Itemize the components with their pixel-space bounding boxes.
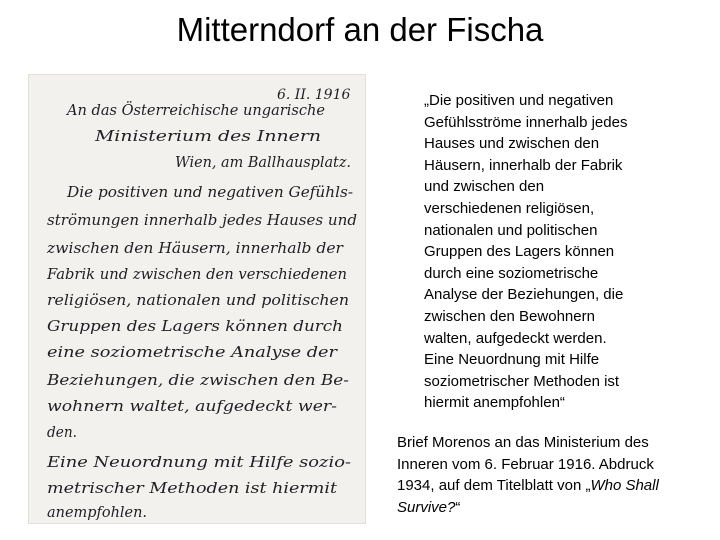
- quote-line: Häusern, innerhalb der Fabrik: [424, 156, 623, 174]
- quote-line: Gefühlsströme innerhalb jedes: [424, 113, 628, 131]
- quote-text: [424, 90, 704, 414]
- handwritten-line: wohnern waltet, aufgedeckt wer-: [47, 397, 337, 415]
- quote-line: Gruppen des Lagers können: [424, 243, 615, 261]
- quote-line: „Die positiven und negativen: [424, 92, 614, 109]
- quote-line: hiermit anempfohlen“: [424, 394, 565, 412]
- caption-line: [397, 475, 707, 497]
- quote-line: walten, aufgedeckt werden.: [424, 329, 607, 347]
- caption-line: Brief Morenos an das Ministerium des: [397, 434, 649, 451]
- handwritten-line: zwischen den Häusern, innerhalb der: [45, 239, 344, 257]
- caption-text: “: [455, 498, 461, 516]
- handwritten-letter-image: [28, 74, 366, 524]
- quote-line: soziometrischer Methoden ist: [424, 372, 620, 390]
- handwritten-line: Die positiven und negativen Gefühls-: [65, 183, 353, 201]
- handwritten-line: Ministerium des Innern: [93, 127, 321, 145]
- handwritten-line: An das Österreichische ungarische: [65, 101, 326, 119]
- quote-line: Eine Neuordnung mit Hilfe: [424, 351, 600, 369]
- caption-line: Inneren vom 6. Februar 1916. Abdruck: [397, 455, 654, 473]
- handwritten-line: den.: [47, 423, 77, 441]
- quote-line: verschiedenen religiösen,: [424, 199, 595, 217]
- quote-line: und zwischen den: [424, 178, 545, 196]
- book-title-part: Who Shall: [590, 477, 659, 495]
- caption-line: [397, 497, 707, 519]
- quote-line: Analyse der Beziehungen, die: [424, 286, 624, 304]
- caption-text: 1934, auf dem Titelblatt von „: [397, 477, 591, 495]
- handwritten-line: Wien, am Ballhausplatz.: [175, 153, 351, 171]
- handwritten-line: eine soziometrische Analyse der: [47, 343, 338, 361]
- image-caption: [397, 432, 707, 518]
- handwritten-letter-drawing: [29, 75, 365, 523]
- handwritten-line: Beziehungen, die zwischen den Be-: [45, 371, 350, 389]
- quote-line: durch eine soziometrische: [424, 264, 599, 282]
- quote-line: zwischen den Bewohnern: [424, 307, 595, 325]
- handwritten-line: Fabrik und zwischen den verschiedenen: [46, 265, 347, 283]
- quote-line: Hauses und zwischen den: [424, 135, 600, 153]
- slide-title: Mitterndorf an der Fischa: [176, 11, 544, 48]
- handwritten-line: Eine Neuordnung mit Hilfe sozio-: [45, 453, 351, 471]
- handwritten-line: strömungen innerhalb jedes Hauses und: [47, 211, 357, 229]
- handwritten-line: anempfohlen.: [47, 503, 147, 521]
- handwritten-line: Gruppen des Lagers können durch: [47, 317, 343, 335]
- handwritten-date: 6. II. 1916: [277, 87, 351, 103]
- book-title-part: Survive?: [397, 498, 456, 516]
- handwritten-line: religiösen, nationalen und politischen: [47, 291, 349, 309]
- handwritten-line: metrischer Methoden ist hiermit: [47, 479, 339, 497]
- quote-line: nationalen und politischen: [424, 221, 598, 239]
